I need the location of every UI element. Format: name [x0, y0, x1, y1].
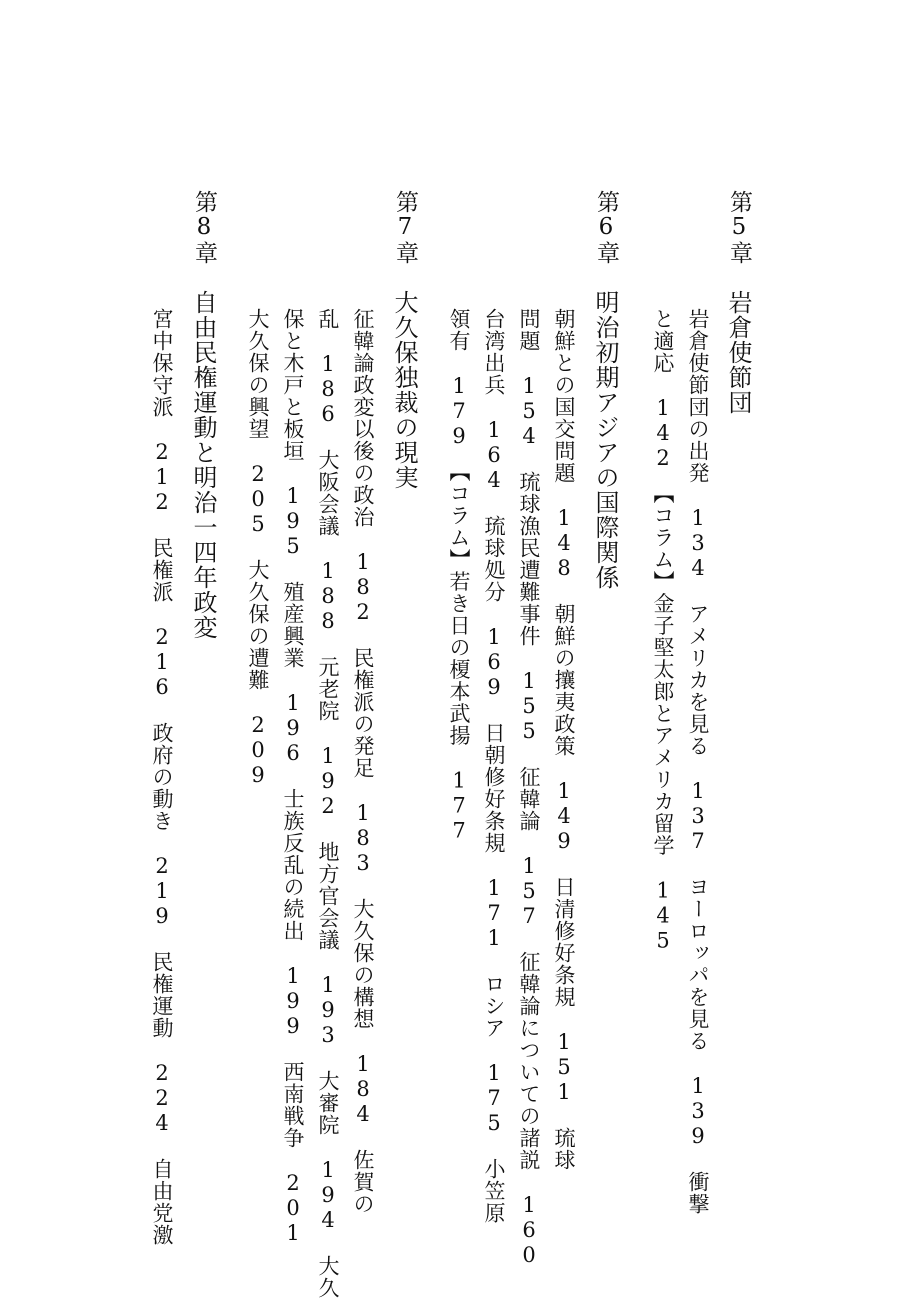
chapter-7-entry-line-1: 征韓論政変以後の政治 182 民権派の発足 183 大久保の構想 184 佐賀の	[351, 308, 375, 1215]
chapter-7-title: 大久保独裁の現実	[390, 290, 418, 490]
chapter-5-entry-line-1: 岩倉使節団の出発 134 アメリカを見る 137 ヨーロッパを見る 139 衝撃	[686, 308, 710, 1215]
chapter-5-label: 第5章	[726, 190, 752, 265]
chapter-7-entry-line-3: 保と木戸と板垣 195 殖産興業 196 士族反乱の続出 199 西南戦争 201	[281, 308, 305, 1246]
chapter-7-entry-line-2: 乱 186 大阪会議 188 元老院 192 地方官会議 193 大審院 194 大久	[316, 308, 340, 1299]
chapter-8-entry-line-1: 宮中保守派 212 民権派 216 政府の動き 219 民権運動 224 自由党激	[150, 308, 174, 1246]
chapter-7-entry-line-4: 大久保の興望 205 大久保の遭難 209	[246, 308, 270, 788]
chapter-6-entry-line-3: 台湾出兵 164 琉球処分 169 日朝修好条規 171 ロシア 175 小笠原	[482, 308, 506, 1224]
chapter-6-entry-line-4: 領有 179 【コラム】若き日の榎本武揚 177	[447, 308, 471, 844]
chapter-6-title: 明治初期アジアの国際関係	[591, 290, 619, 590]
chapter-7-label: 第7章	[392, 190, 418, 265]
chapter-8-title: 自由民権運動と明治一四年政変	[189, 290, 217, 640]
chapter-6-entry-line-1: 朝鮮との国交問題 148 朝鮮の攘夷政策 149 日清修好条規 151 琉球	[552, 308, 576, 1171]
chapter-6-label: 第6章	[593, 190, 619, 265]
chapter-5-entry-line-2: と適応 142 【コラム】金子堅太郎とアメリカ留学 145	[651, 308, 675, 954]
chapter-6-entry-line-2: 問題 154 琉球漁民遭難事件 155 征韓論 157 征韓論についての諸説 160	[517, 308, 541, 1268]
chapter-5-title: 岩倉使節団	[724, 290, 752, 415]
chapter-8-label: 第8章	[191, 190, 217, 265]
